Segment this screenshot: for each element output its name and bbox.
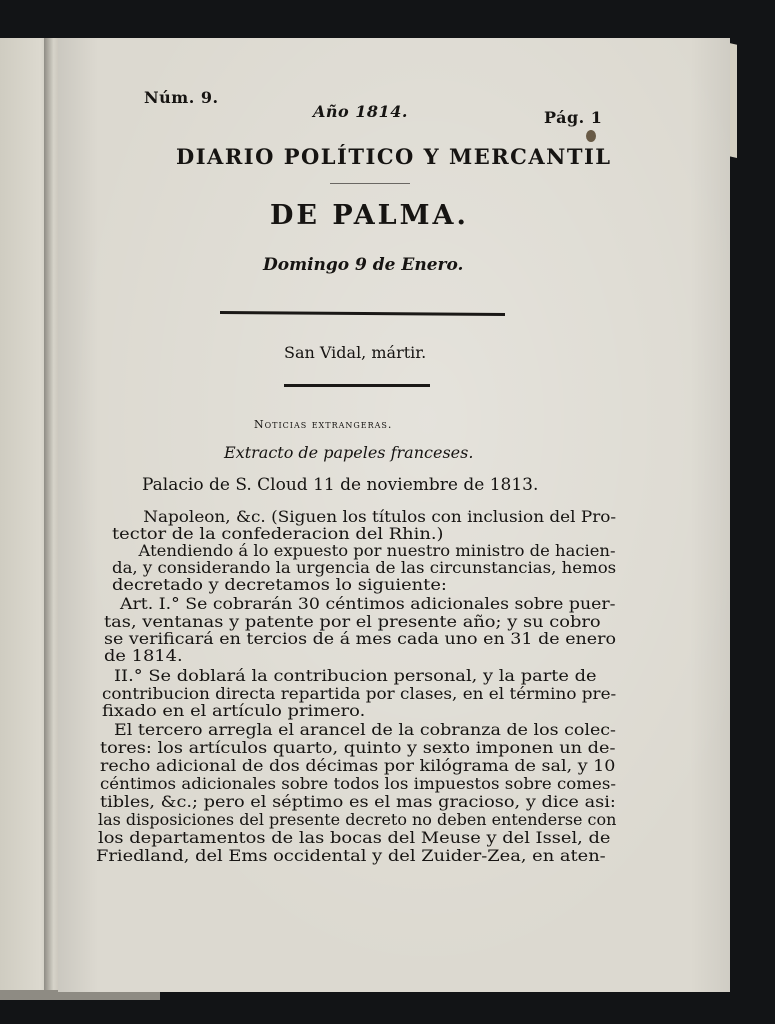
body-line: Atendiendo á lo expuesto por nuestro ministro de hacien- xyxy=(138,542,616,560)
body-line: de 1814. xyxy=(104,647,183,665)
body-line: recho adicional de dos décimas por kilógrama de sal, y 10 xyxy=(100,757,616,775)
header-rule xyxy=(220,311,505,316)
masthead-city: DE PALMA. xyxy=(270,200,469,231)
body-line: da, y considerando la urgencia de las circunstancias, hemos xyxy=(112,559,617,577)
body-line: fixado en el artículo primero. xyxy=(102,702,366,720)
body-line: Friedland, del Ems occidental y del Zuider-Zea, en aten- xyxy=(96,847,606,865)
ink-stain xyxy=(586,130,596,142)
body-line: El tercero arregla el arancel de la cobranza de los colec- xyxy=(114,721,616,739)
subsection-heading: Extracto de papeles franceses. xyxy=(224,443,474,462)
dateline: Palacio de S. Cloud 11 de noviembre de 1813. xyxy=(142,475,539,495)
body-line: tores: los artículos quarto, quinto y sexto imponen un de- xyxy=(100,739,616,757)
body-line: contribucion directa repartida por clases, en el término pre- xyxy=(102,685,617,703)
masthead-title: DIARIO POLÍTICO Y MERCANTIL xyxy=(176,144,612,169)
issue-date: Domingo 9 de Enero. xyxy=(263,255,464,275)
body-line: Napoleon, &c. (Siguen los títulos con inclusion del Pro- xyxy=(143,508,617,526)
body-line: II.° Se doblará la contribucion personal, y la parte de xyxy=(114,667,597,685)
body-line: tector de la confederacion del Rhin.) xyxy=(112,525,444,543)
body-line: tibles, &c.; pero el séptimo es el mas gracioso, y dice asi: xyxy=(100,793,616,811)
body-line: Art. I.° Se cobrarán 30 céntimos adicionales sobre puer- xyxy=(120,595,616,613)
ornament-rule xyxy=(330,183,410,184)
section-heading: Noticias extrangeras. xyxy=(254,418,393,431)
section-rule xyxy=(284,384,430,387)
body-line: céntimos adicionales sobre todos los impuestos sobre comes- xyxy=(100,775,616,793)
body-line: decretado y decretamos lo siguiente: xyxy=(112,576,447,594)
saint-of-day: San Vidal, mártir. xyxy=(284,343,427,362)
issue-number: Núm. 9. xyxy=(144,88,219,107)
body-line: se verificará en tercios de á mes cada uno en 31 de enero xyxy=(104,630,617,648)
body-line: tas, ventanas y patente por el presente año; y su cobro xyxy=(104,613,601,631)
page-number: Pág. 1 xyxy=(544,108,603,127)
body-line: los departamentos de las bocas del Meuse y del Issel, de xyxy=(98,829,611,847)
body-line: las disposiciones del presente decreto no deben entenderse con xyxy=(98,811,617,829)
newspaper-page xyxy=(58,38,730,992)
issue-year: Año 1814. xyxy=(313,102,408,121)
